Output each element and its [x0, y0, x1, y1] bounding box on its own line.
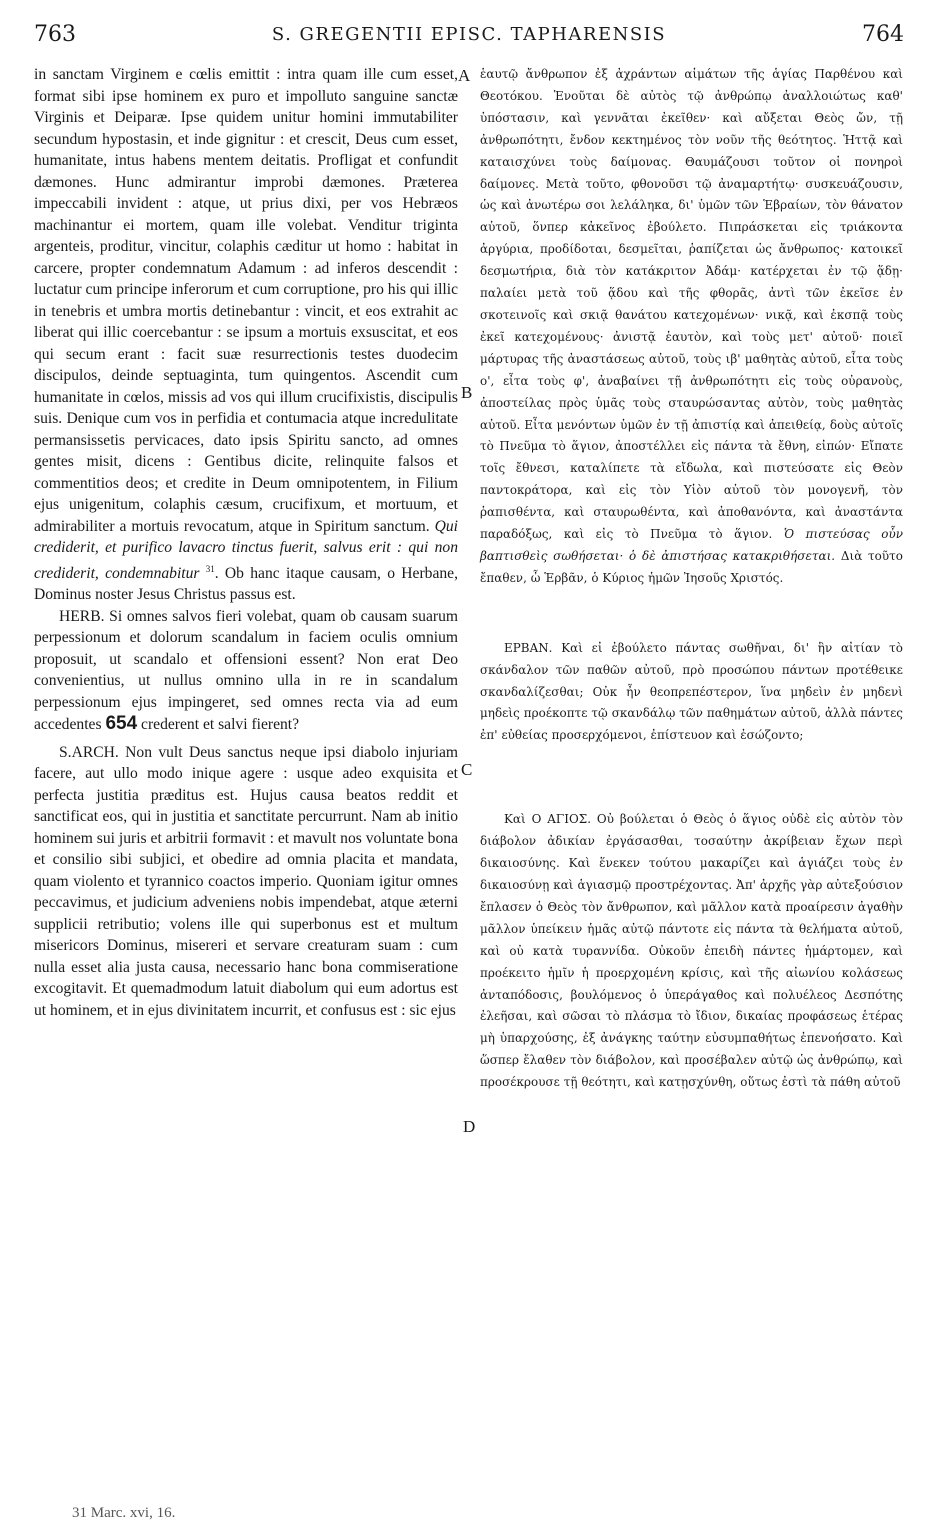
column-number-654: 654	[105, 713, 138, 735]
footnote: 31 Marc. xvi, 16.	[72, 1505, 176, 1521]
running-title: S. GREGENTII EPISC. TAPHARENSIS	[271, 24, 667, 45]
greek-paragraph-2: ΕΡΒΑΝ. Καὶ εἰ ἐβούλετο πάντας σωθῆναι, δι' ἣν αἰτίαν τὸ σκάνδαλον τῶν παθῶν αὐτοῦ, πρὸ προσώπου πάντων προτέθεικε σκανδαλίζεσθαι; Οὐκ ἦν θεοπρεπέστερον, ἵνα μηδεὶν ἐν μηδενὶ μηδεὶς προέκοπτε τῷ σκανδάλῳ τῶν παθημάτων αὐτοῦ, ἀλλὰ πάντες ἐπ' εὐθείας προσερχόμενοι, ἐπίστευον καὶ ἐσώζοντο;	[480, 640, 903, 743]
latin-p2-text-end: crederent et salvi fierent?	[141, 716, 300, 734]
greek-paragraph-3: Καὶ Ο ΑΓΙΟΣ. Οὐ βούλεται ὁ Θεὸς ὁ ἅγιος οὐδὲ εἰς αὐτὸν τὸν διάβολον ἀδικίαν ἐργάσασθαι, τοσαύτην ἀκρίβειαν ἔχων περὶ δικαιοσύνης. Καὶ ἕνεκεν τούτου μακαρίζει καὶ ἁγιάζει τοὺς ἐν δικαιοσύνῃ καὶ ἁγιασμῷ προστρέχοντας. Ἀπ' ἀρχῆς γὰρ αὐτεξούσιον ἔπλασεν ὁ Θεὸς τὸν ἄνθρωπον, καὶ μᾶλλον κατὰ προαίρεσιν ἀγαθὴν μᾶλλον ὑπείκειν ἡμᾶς αὐτῷ πάντοτε εἰς πάντα τὰ θελήματα αὐτοῦ, καὶ οὐ κατὰ τυραννίδα. Οὐκοῦν ἐπειδὴ πάντες ἡμάρτομεν, καὶ προέκειτο ἡμῖν ἡ προερχομένη κρίσις, καὶ τῆς αἰωνίου κολάσεως ἀνταπόδοσις, βουλόμενος ὁ ὑπεράγαθος καὶ πολυέλεος Δεσπότης ἐλεῆσαι, καὶ σῶσαι τὸ πλάσμα τὸ ἴδιον, δικαίας προφάσεως ἑτέρας μὴ ὑπαρχούσης, ἐξ ἀνάγκης ταύτην εὐσυμπαθήτως ἐπενοήσατο. Καὶ ὥσπερ ἔλαθεν τὸν διάβολον, καὶ προσέβαλεν αὐτῷ ὡς ἀνθρώπῳ, καὶ προσέκρουσε τῇ θεότητι, καὶ κατῃσχύνθη, οὕτως ἐστὶ τὰ πάθη αὐτοῦ	[480, 812, 903, 1090]
latin-paragraph-1	[34, 64, 458, 606]
greek-p1-text: ἑαυτῷ ἄνθρωπον ἐξ ἀχράντων αἱμάτων τῆς ἁγίας Παρθένου καὶ Θεοτόκου. Ἑνοῦται δὲ αὐτὸς τῷ ἀνθρώπῳ ἀναλλοιώτως καθ' ὑπόστασιν, καὶ γεννᾶται ἐκεῖθεν· καὶ αὔξεται Θεὸς ὤν, τῇ ἀνθρωπότητι, ἔνδον κεκτημένος τὸν νοῦν τῆς θεότητος. Ἡττᾷ καὶ καταισχύνει τοὺς δαίμονας. Θαυμάζουσι τοῦτον οἱ πονηροὶ δαίμονες. Μετὰ τοῦτο, φθονοῦσι τῷ ἀναμαρτήτῳ· συσκευάζουσιν, ὡς καὶ ἀνωτέρω σοι λελάληκα, δι' ὑμῶν τῶν Ἑβραίων, τὸν θάνατον αὐτοῦ, ὅνπερ κἀκεῖνος ἐβούλετο. Πιπράσκεται εἰς τριάκοντα ἀργύρια, προδίδοται, δεσμεῖται, ῥαπίζεται ὡς ἄνθρωπος· κατοικεῖ δεσμωτήρια, διὰ τὸν κατάκριτον Ἀδάμ· κατέρχεται ἐν τῷ ᾅδῃ· παλαίει μετὰ τοῦ ᾅδου καὶ τῆς φθορᾶς, ἀντὶ τῶν ἐκεῖσε ἐν σκοτεινοῖς καὶ σκιᾷ θανάτου κατεχομένων· νικᾷ, καὶ ἐκσπᾷ τοὺς ἐκεῖ κατεχομένους· ἀνιστᾷ ἑαυτὸν, καὶ τοὺς μετ' αὐτοῦ· ποιεῖ μάρτυρας τῆς ἀναστάσεως αὐτοῦ, τοὺς ιβ' μαθητὰς αὐτοῦ, εἶτα τοὺς ο', εἶτα τοὺς φ', ἀναβαίνει τῇ ἀνθρωπότητι εἰς τοὺς οὐρανοὺς, ἀποστείλας πρὸς ὑμᾶς τοὺς σταυρώσαντας αὐτὸν, τοὺς μαθητὰς αὐτοῦ. Εἶτα μενόντων ὑμῶν ἐν τῇ ἀπιστίᾳ καὶ ἀπειθείᾳ, δοὺς αὐτοῖς τὸ Πνεῦμα τὸ ἅγιον, ἀποστέλλει εἰς πάντα τὰ ἔθνη, εἰπών· Εἴπατε τοῖς ἔθνεσι, καταλίπετε τὰ εἴδωλα, καὶ πιστεύσατε εἰς Θεὸν παντοκράτορα, καὶ εἰς τὸν Υἱὸν αὐτοῦ τὸν μονογενῆ, τὸν ῥαπισθέντα, καὶ σταυρωθέντα, καὶ ἀποθανόντα, καὶ ἀναστάντα παραδόξως, καὶ εἰς τὸ Πνεῦμα τὸ ἅγιον.	[480, 67, 903, 542]
latin-p1-quote: Qui crediderit, et purifico lavacro tinctus fuerit, salvus erit : qui non crediderit, condemnabitur	[34, 517, 458, 582]
footnote-ref: 31	[205, 563, 215, 574]
page-number-right: 764	[862, 22, 904, 47]
page-number-left: 763	[34, 22, 76, 47]
greek-p1-quote: Ὁ πιστεύσας οὖν βαπτισθεὶς σωθήσεται· ὁ δὲ ἀπιστήσας κατακριθήσεται.	[480, 527, 903, 563]
latin-p2-text: HERB. Si omnes salvos fieri volebat, quam ob causam suarum perpessionum et dolorum scandalum in faciem oculis omnium proposuit, ut scandalo et offensioni essent? Non erat Deo convenientius, ut nullus omnino ulla in re in scandalum perpessionum ejus impingeret, sed omnes recta via ad eum accedentes	[34, 607, 458, 734]
margin-marker-a: A	[458, 66, 471, 85]
latin-column	[34, 64, 458, 1021]
greek-p1-text-end: Διὰ τοῦτο ἔπαθεν, ὦ Ἑρβᾶν, ὁ Κύριος ἡμῶν Ἰησοῦς Χριστός.	[480, 548, 903, 585]
margin-marker-d: D	[463, 1117, 476, 1136]
latin-paragraph-2	[34, 606, 458, 736]
greek-paragraph-1	[480, 64, 903, 590]
latin-p1-text: in sanctam Virginem e cœlis emittit : intra quam ille cum esset, format sibi ipse hominem ex puro et impolluto sanguine sanctæ Virginis et Deiparæ. Ipse quidem unitur homini immutabiliter secundum hypostasin, et inde gignitur : et crescit, Deus cum esset, humanitate, intus habens mentem deitatis. Profligat et confundit dæmones. Hunc admirantur improbi dæmones. Præterea impeccabili invident : atque, ut prius dixi, per vos Hebræos machinantur ei mortem, quam ille volebat. Venditur triginta argenteis, proditur, vincitur, colaphis cæditur ut homo : habitat in carcere, propter condemnatum Adamum : ad inferos descendit : luctatur cum principe inferorum et cum corruptione, pro his qui illic in tenebris et umbra mortis detinebantur : vincit, et eos extrahit ac liberat qui illic coercebantur : se ipsum a mortuis exsuscitat, et eos qui secum erant : facit suæ resurrectionis testes duodecim discipulos, deinde septuaginta, tum quingentos. Ascendit cum humanitate in cœlos, missis ad vos qui illum crucifixistis, discipulis suis. Denique cum vos in perfidia et contumacia atque incredulitate permansissetis pervicaces, dato ipsis Spiritu sancto, ad omnes gentes misit, dicens : Gentibus dicite, relinquite falsos et commentitios deos; et credite in Deum omnipotentem, in Filium ejus unigenitum, colaphis cæsum, crucifixum, et mortuum, et admirabiliter a mortuis revocatum, atque in Spiritum sanctum.	[34, 66, 458, 535]
margin-marker-c: C	[461, 760, 473, 779]
margin-marker-b: B	[461, 383, 473, 402]
latin-p1-text-end: . Ob hanc itaque causam, o Herbane, Dominus noster Jesus Christus passus est.	[34, 564, 458, 604]
greek-column	[480, 64, 903, 1094]
latin-paragraph-3: S.ARCH. Non vult Deus sanctus neque ipsi diabolo injuriam facere, aut ullo modo inique agere : usque adeo exquisita et perfecta justitia præditus est. Hujus causa beatos reddit et sanctificat eos, qui in justitia et sanctitate percurrunt. Nam ab initio hominem sui juris et arbitrii formavit : et mavult nos voluntate bona et consilio sibi subjici, et obedire ad omnia placita et mandata, quam violento et tyrannico coactos imperio. Quoniam igitur omnes peccavimus, et judicium adveniens nobis impendebat, atque æterni supplicii retributio; volens ille qui superbonus est et multum misericors Dominus, misereri et servare creaturam suam : cum nulla esset alia justa causa, necessario hanc bona commiseratione excogitavit. Et quemadmodum latuit diabolum qui eum adortus est ut hominem, et in ejus divinitatem incurrit, et confusus est : sic ejus	[34, 743, 458, 1019]
running-header	[34, 22, 904, 56]
